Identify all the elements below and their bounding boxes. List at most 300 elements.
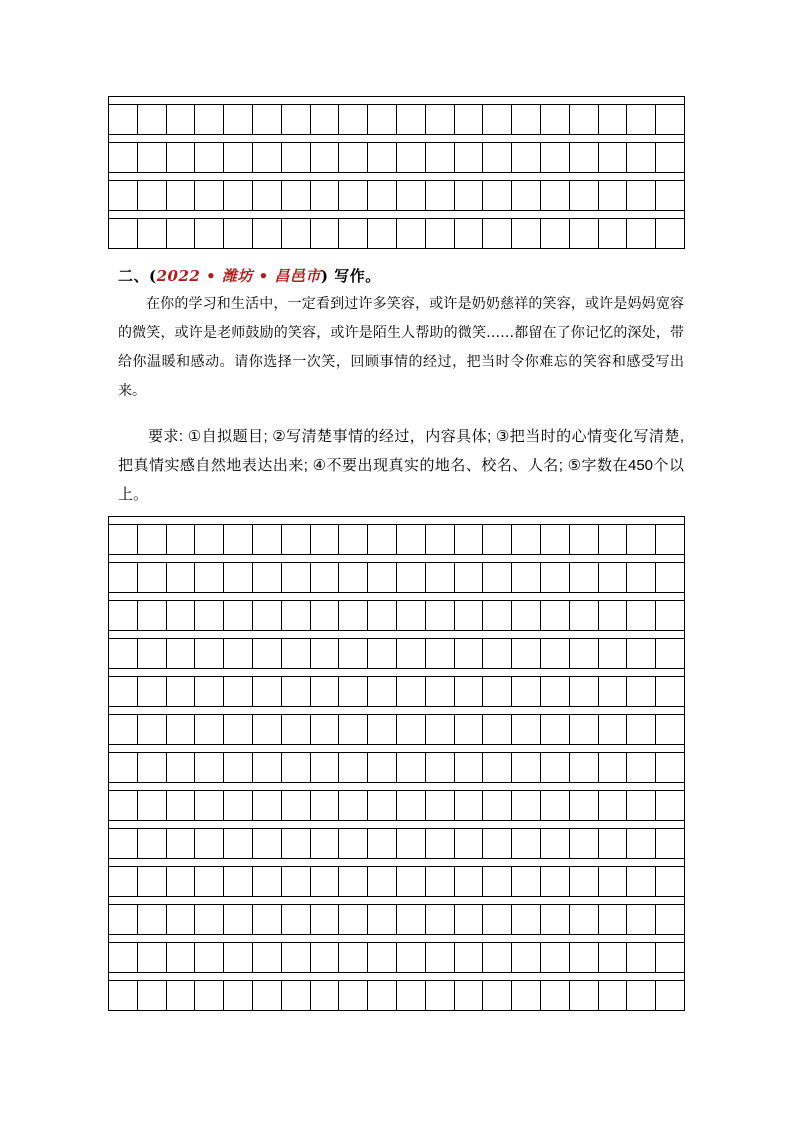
grid-cell[interactable] [138, 943, 167, 972]
grid-cell[interactable] [483, 791, 512, 820]
grid-cell[interactable] [224, 715, 253, 744]
grid-cell[interactable] [339, 677, 368, 706]
grid-cell[interactable] [483, 105, 512, 134]
grid-cell[interactable] [599, 791, 628, 820]
grid-cell[interactable] [570, 105, 599, 134]
grid-cell[interactable] [599, 905, 628, 934]
grid-cell[interactable] [627, 181, 656, 210]
grid-cell[interactable] [656, 753, 685, 782]
grid-cell[interactable] [512, 677, 541, 706]
grid-cell[interactable] [397, 525, 426, 554]
grid-cell[interactable] [512, 563, 541, 592]
grid-cell[interactable] [253, 753, 282, 782]
grid-cell[interactable] [282, 677, 311, 706]
grid-cell[interactable] [138, 981, 167, 1010]
grid-cell[interactable] [455, 753, 484, 782]
grid-cell[interactable] [109, 525, 138, 554]
grid-cell[interactable] [339, 943, 368, 972]
grid-cell[interactable] [109, 143, 138, 172]
grid-cell[interactable] [599, 143, 628, 172]
grid-cell[interactable] [512, 905, 541, 934]
grid-cell[interactable] [455, 143, 484, 172]
grid-cell[interactable] [224, 905, 253, 934]
grid-cell[interactable] [455, 563, 484, 592]
grid-cell[interactable] [282, 105, 311, 134]
grid-cell[interactable] [627, 219, 656, 248]
grid-cell[interactable] [311, 563, 340, 592]
grid-cell[interactable] [426, 943, 455, 972]
grid-cell[interactable] [541, 905, 570, 934]
grid-cell[interactable] [570, 601, 599, 630]
grid-cell[interactable] [656, 981, 685, 1010]
grid-cell[interactable] [397, 753, 426, 782]
grid-cell[interactable] [541, 181, 570, 210]
grid-cell[interactable] [541, 525, 570, 554]
grid-cell[interactable] [426, 219, 455, 248]
grid-cell[interactable] [224, 791, 253, 820]
grid-cell[interactable] [512, 981, 541, 1010]
grid-cell[interactable] [599, 181, 628, 210]
grid-cell[interactable] [455, 525, 484, 554]
grid-cell[interactable] [195, 829, 224, 858]
grid-cell[interactable] [167, 943, 196, 972]
grid-cell[interactable] [195, 639, 224, 668]
grid-cell[interactable] [195, 943, 224, 972]
grid-cell[interactable] [282, 943, 311, 972]
grid-cell[interactable] [455, 943, 484, 972]
grid-cell[interactable] [656, 639, 685, 668]
grid-cell[interactable] [483, 219, 512, 248]
grid-cell[interactable] [167, 639, 196, 668]
grid-cell[interactable] [426, 791, 455, 820]
grid-cell[interactable] [656, 601, 685, 630]
grid-cell[interactable] [483, 715, 512, 744]
grid-cell[interactable] [570, 981, 599, 1010]
grid-cell[interactable] [455, 905, 484, 934]
grid-cell[interactable] [311, 791, 340, 820]
grid-cell[interactable] [426, 143, 455, 172]
grid-cell[interactable] [253, 867, 282, 896]
grid-cell[interactable] [541, 753, 570, 782]
grid-cell[interactable] [455, 867, 484, 896]
grid-cell[interactable] [455, 105, 484, 134]
grid-cell[interactable] [368, 219, 397, 248]
grid-cell[interactable] [109, 981, 138, 1010]
grid-cell[interactable] [311, 143, 340, 172]
grid-cell[interactable] [570, 943, 599, 972]
grid-cell[interactable] [224, 829, 253, 858]
grid-cell[interactable] [138, 829, 167, 858]
grid-cell[interactable] [282, 867, 311, 896]
grid-cell[interactable] [512, 943, 541, 972]
grid-cell[interactable] [397, 105, 426, 134]
grid-cell[interactable] [311, 943, 340, 972]
grid-cell[interactable] [599, 829, 628, 858]
grid-cell[interactable] [195, 753, 224, 782]
grid-cell[interactable] [368, 791, 397, 820]
grid-cell[interactable] [397, 867, 426, 896]
grid-cell[interactable] [570, 181, 599, 210]
grid-cell[interactable] [253, 219, 282, 248]
grid-cell[interactable] [195, 105, 224, 134]
grid-cell[interactable] [109, 105, 138, 134]
grid-cell[interactable] [224, 525, 253, 554]
grid-cell[interactable] [339, 525, 368, 554]
grid-cell[interactable] [109, 753, 138, 782]
grid-cell[interactable] [195, 715, 224, 744]
grid-cell[interactable] [167, 181, 196, 210]
grid-cell[interactable] [339, 143, 368, 172]
grid-cell[interactable] [455, 715, 484, 744]
grid-cell[interactable] [656, 715, 685, 744]
grid-cell[interactable] [195, 601, 224, 630]
grid-cell[interactable] [541, 677, 570, 706]
grid-cell[interactable] [282, 219, 311, 248]
grid-cell[interactable] [253, 829, 282, 858]
grid-cell[interactable] [397, 181, 426, 210]
grid-cell[interactable] [483, 905, 512, 934]
grid-cell[interactable] [339, 867, 368, 896]
grid-cell[interactable] [311, 905, 340, 934]
grid-cell[interactable] [455, 981, 484, 1010]
grid-cell[interactable] [397, 981, 426, 1010]
grid-cell[interactable] [512, 715, 541, 744]
grid-cell[interactable] [138, 639, 167, 668]
grid-cell[interactable] [282, 143, 311, 172]
grid-cell[interactable] [627, 601, 656, 630]
grid-cell[interactable] [368, 105, 397, 134]
grid-cell[interactable] [339, 639, 368, 668]
grid-cell[interactable] [512, 791, 541, 820]
grid-cell[interactable] [397, 905, 426, 934]
grid-cell[interactable] [512, 753, 541, 782]
grid-cell[interactable] [167, 905, 196, 934]
grid-cell[interactable] [167, 219, 196, 248]
grid-cell[interactable] [541, 981, 570, 1010]
grid-cell[interactable] [253, 943, 282, 972]
grid-cell[interactable] [426, 905, 455, 934]
grid-cell[interactable] [426, 181, 455, 210]
grid-cell[interactable] [311, 867, 340, 896]
grid-cell[interactable] [570, 829, 599, 858]
grid-cell[interactable] [167, 601, 196, 630]
grid-cell[interactable] [339, 563, 368, 592]
grid-cell[interactable] [224, 563, 253, 592]
grid-cell[interactable] [627, 639, 656, 668]
grid-cell[interactable] [483, 601, 512, 630]
grid-cell[interactable] [339, 219, 368, 248]
grid-cell[interactable] [224, 753, 253, 782]
grid-cell[interactable] [167, 791, 196, 820]
grid-cell[interactable] [138, 525, 167, 554]
grid-cell[interactable] [224, 867, 253, 896]
grid-cell[interactable] [541, 219, 570, 248]
grid-cell[interactable] [541, 867, 570, 896]
grid-cell[interactable] [138, 753, 167, 782]
grid-cell[interactable] [627, 715, 656, 744]
grid-cell[interactable] [656, 867, 685, 896]
grid-cell[interactable] [138, 715, 167, 744]
grid-cell[interactable] [224, 219, 253, 248]
grid-cell[interactable] [455, 791, 484, 820]
grid-cell[interactable] [483, 525, 512, 554]
grid-cell[interactable] [627, 525, 656, 554]
grid-cell[interactable] [570, 219, 599, 248]
grid-cell[interactable] [368, 525, 397, 554]
grid-cell[interactable] [138, 181, 167, 210]
grid-cell[interactable] [599, 677, 628, 706]
grid-cell[interactable] [483, 943, 512, 972]
grid-cell[interactable] [483, 867, 512, 896]
grid-cell[interactable] [253, 639, 282, 668]
grid-cell[interactable] [483, 563, 512, 592]
grid-cell[interactable] [339, 753, 368, 782]
grid-cell[interactable] [541, 563, 570, 592]
grid-cell[interactable] [656, 563, 685, 592]
grid-cell[interactable] [224, 181, 253, 210]
grid-cell[interactable] [282, 753, 311, 782]
grid-cell[interactable] [599, 219, 628, 248]
grid-cell[interactable] [599, 601, 628, 630]
grid-cell[interactable] [570, 639, 599, 668]
grid-cell[interactable] [109, 905, 138, 934]
grid-cell[interactable] [426, 525, 455, 554]
grid-cell[interactable] [195, 677, 224, 706]
grid-cell[interactable] [138, 905, 167, 934]
grid-cell[interactable] [224, 143, 253, 172]
grid-cell[interactable] [368, 943, 397, 972]
grid-cell[interactable] [627, 677, 656, 706]
grid-cell[interactable] [426, 753, 455, 782]
grid-cell[interactable] [627, 791, 656, 820]
grid-cell[interactable] [627, 981, 656, 1010]
grid-cell[interactable] [397, 601, 426, 630]
grid-cell[interactable] [570, 753, 599, 782]
grid-cell[interactable] [656, 105, 685, 134]
grid-cell[interactable] [426, 639, 455, 668]
grid-cell[interactable] [397, 639, 426, 668]
grid-cell[interactable] [282, 791, 311, 820]
grid-cell[interactable] [109, 219, 138, 248]
grid-cell[interactable] [109, 563, 138, 592]
grid-cell[interactable] [512, 601, 541, 630]
grid-cell[interactable] [656, 181, 685, 210]
grid-cell[interactable] [339, 905, 368, 934]
grid-cell[interactable] [253, 563, 282, 592]
grid-cell[interactable] [368, 143, 397, 172]
grid-cell[interactable] [109, 791, 138, 820]
grid-cell[interactable] [253, 525, 282, 554]
grid-cell[interactable] [426, 105, 455, 134]
grid-cell[interactable] [339, 181, 368, 210]
grid-cell[interactable] [224, 677, 253, 706]
grid-cell[interactable] [282, 525, 311, 554]
grid-cell[interactable] [541, 791, 570, 820]
grid-cell[interactable] [339, 981, 368, 1010]
grid-cell[interactable] [282, 563, 311, 592]
grid-cell[interactable] [339, 791, 368, 820]
grid-cell[interactable] [167, 867, 196, 896]
grid-cell[interactable] [512, 105, 541, 134]
grid-cell[interactable] [311, 219, 340, 248]
grid-cell[interactable] [368, 639, 397, 668]
grid-cell[interactable] [253, 791, 282, 820]
grid-cell[interactable] [599, 943, 628, 972]
grid-cell[interactable] [311, 601, 340, 630]
grid-cell[interactable] [656, 791, 685, 820]
grid-cell[interactable] [253, 677, 282, 706]
grid-cell[interactable] [570, 143, 599, 172]
grid-cell[interactable] [599, 105, 628, 134]
grid-cell[interactable] [167, 677, 196, 706]
grid-cell[interactable] [541, 105, 570, 134]
grid-cell[interactable] [368, 867, 397, 896]
grid-cell[interactable] [599, 867, 628, 896]
grid-cell[interactable] [195, 981, 224, 1010]
grid-cell[interactable] [311, 181, 340, 210]
grid-cell[interactable] [627, 867, 656, 896]
grid-cell[interactable] [512, 143, 541, 172]
grid-cell[interactable] [253, 601, 282, 630]
grid-cell[interactable] [627, 143, 656, 172]
grid-cell[interactable] [599, 563, 628, 592]
grid-cell[interactable] [570, 867, 599, 896]
grid-cell[interactable] [109, 943, 138, 972]
grid-cell[interactable] [455, 601, 484, 630]
grid-cell[interactable] [656, 905, 685, 934]
grid-cell[interactable] [368, 753, 397, 782]
grid-cell[interactable] [311, 639, 340, 668]
grid-cell[interactable] [109, 181, 138, 210]
grid-cell[interactable] [282, 829, 311, 858]
grid-cell[interactable] [397, 715, 426, 744]
grid-cell[interactable] [167, 829, 196, 858]
grid-cell[interactable] [426, 829, 455, 858]
grid-cell[interactable] [426, 601, 455, 630]
grid-cell[interactable] [397, 791, 426, 820]
grid-cell[interactable] [253, 905, 282, 934]
grid-cell[interactable] [224, 105, 253, 134]
grid-cell[interactable] [138, 105, 167, 134]
grid-cell[interactable] [138, 791, 167, 820]
grid-cell[interactable] [253, 981, 282, 1010]
grid-cell[interactable] [426, 677, 455, 706]
grid-cell[interactable] [455, 219, 484, 248]
grid-cell[interactable] [138, 601, 167, 630]
grid-cell[interactable] [282, 639, 311, 668]
grid-cell[interactable] [138, 867, 167, 896]
grid-cell[interactable] [138, 677, 167, 706]
grid-cell[interactable] [570, 563, 599, 592]
grid-cell[interactable] [311, 753, 340, 782]
grid-cell[interactable] [368, 715, 397, 744]
grid-cell[interactable] [224, 981, 253, 1010]
grid-cell[interactable] [167, 105, 196, 134]
grid-cell[interactable] [311, 829, 340, 858]
grid-cell[interactable] [282, 905, 311, 934]
grid-cell[interactable] [627, 753, 656, 782]
grid-cell[interactable] [167, 525, 196, 554]
grid-cell[interactable] [109, 677, 138, 706]
grid-cell[interactable] [368, 601, 397, 630]
grid-cell[interactable] [109, 601, 138, 630]
grid-cell[interactable] [368, 563, 397, 592]
grid-cell[interactable] [512, 525, 541, 554]
grid-cell[interactable] [109, 867, 138, 896]
grid-cell[interactable] [397, 943, 426, 972]
grid-cell[interactable] [570, 905, 599, 934]
grid-cell[interactable] [195, 867, 224, 896]
grid-cell[interactable] [195, 219, 224, 248]
grid-cell[interactable] [541, 943, 570, 972]
grid-cell[interactable] [397, 219, 426, 248]
grid-cell[interactable] [339, 829, 368, 858]
grid-cell[interactable] [339, 715, 368, 744]
grid-cell[interactable] [167, 753, 196, 782]
grid-cell[interactable] [512, 639, 541, 668]
grid-cell[interactable] [368, 181, 397, 210]
grid-cell[interactable] [195, 791, 224, 820]
grid-cell[interactable] [512, 219, 541, 248]
grid-cell[interactable] [599, 525, 628, 554]
grid-cell[interactable] [426, 867, 455, 896]
grid-cell[interactable] [109, 829, 138, 858]
grid-cell[interactable] [656, 943, 685, 972]
grid-cell[interactable] [195, 563, 224, 592]
grid-cell[interactable] [339, 601, 368, 630]
grid-cell[interactable] [656, 143, 685, 172]
grid-cell[interactable] [512, 867, 541, 896]
grid-cell[interactable] [512, 829, 541, 858]
grid-cell[interactable] [224, 943, 253, 972]
grid-cell[interactable] [195, 905, 224, 934]
grid-cell[interactable] [512, 181, 541, 210]
grid-cell[interactable] [195, 525, 224, 554]
grid-cell[interactable] [195, 181, 224, 210]
grid-cell[interactable] [109, 715, 138, 744]
grid-cell[interactable] [426, 981, 455, 1010]
grid-cell[interactable] [368, 905, 397, 934]
grid-cell[interactable] [426, 563, 455, 592]
grid-cell[interactable] [167, 563, 196, 592]
grid-cell[interactable] [483, 639, 512, 668]
grid-cell[interactable] [167, 715, 196, 744]
grid-cell[interactable] [253, 715, 282, 744]
grid-cell[interactable] [138, 143, 167, 172]
grid-cell[interactable] [138, 563, 167, 592]
grid-cell[interactable] [599, 981, 628, 1010]
grid-cell[interactable] [282, 981, 311, 1010]
grid-cell[interactable] [570, 525, 599, 554]
grid-cell[interactable] [224, 601, 253, 630]
grid-cell[interactable] [455, 677, 484, 706]
grid-cell[interactable] [656, 219, 685, 248]
grid-cell[interactable] [455, 181, 484, 210]
grid-cell[interactable] [311, 105, 340, 134]
grid-cell[interactable] [541, 143, 570, 172]
grid-cell[interactable] [483, 753, 512, 782]
grid-cell[interactable] [455, 639, 484, 668]
grid-cell[interactable] [599, 753, 628, 782]
grid-cell[interactable] [368, 829, 397, 858]
grid-cell[interactable] [311, 525, 340, 554]
grid-cell[interactable] [656, 525, 685, 554]
grid-cell[interactable] [599, 715, 628, 744]
grid-cell[interactable] [224, 639, 253, 668]
grid-cell[interactable] [627, 905, 656, 934]
grid-cell[interactable] [253, 105, 282, 134]
grid-cell[interactable] [397, 677, 426, 706]
